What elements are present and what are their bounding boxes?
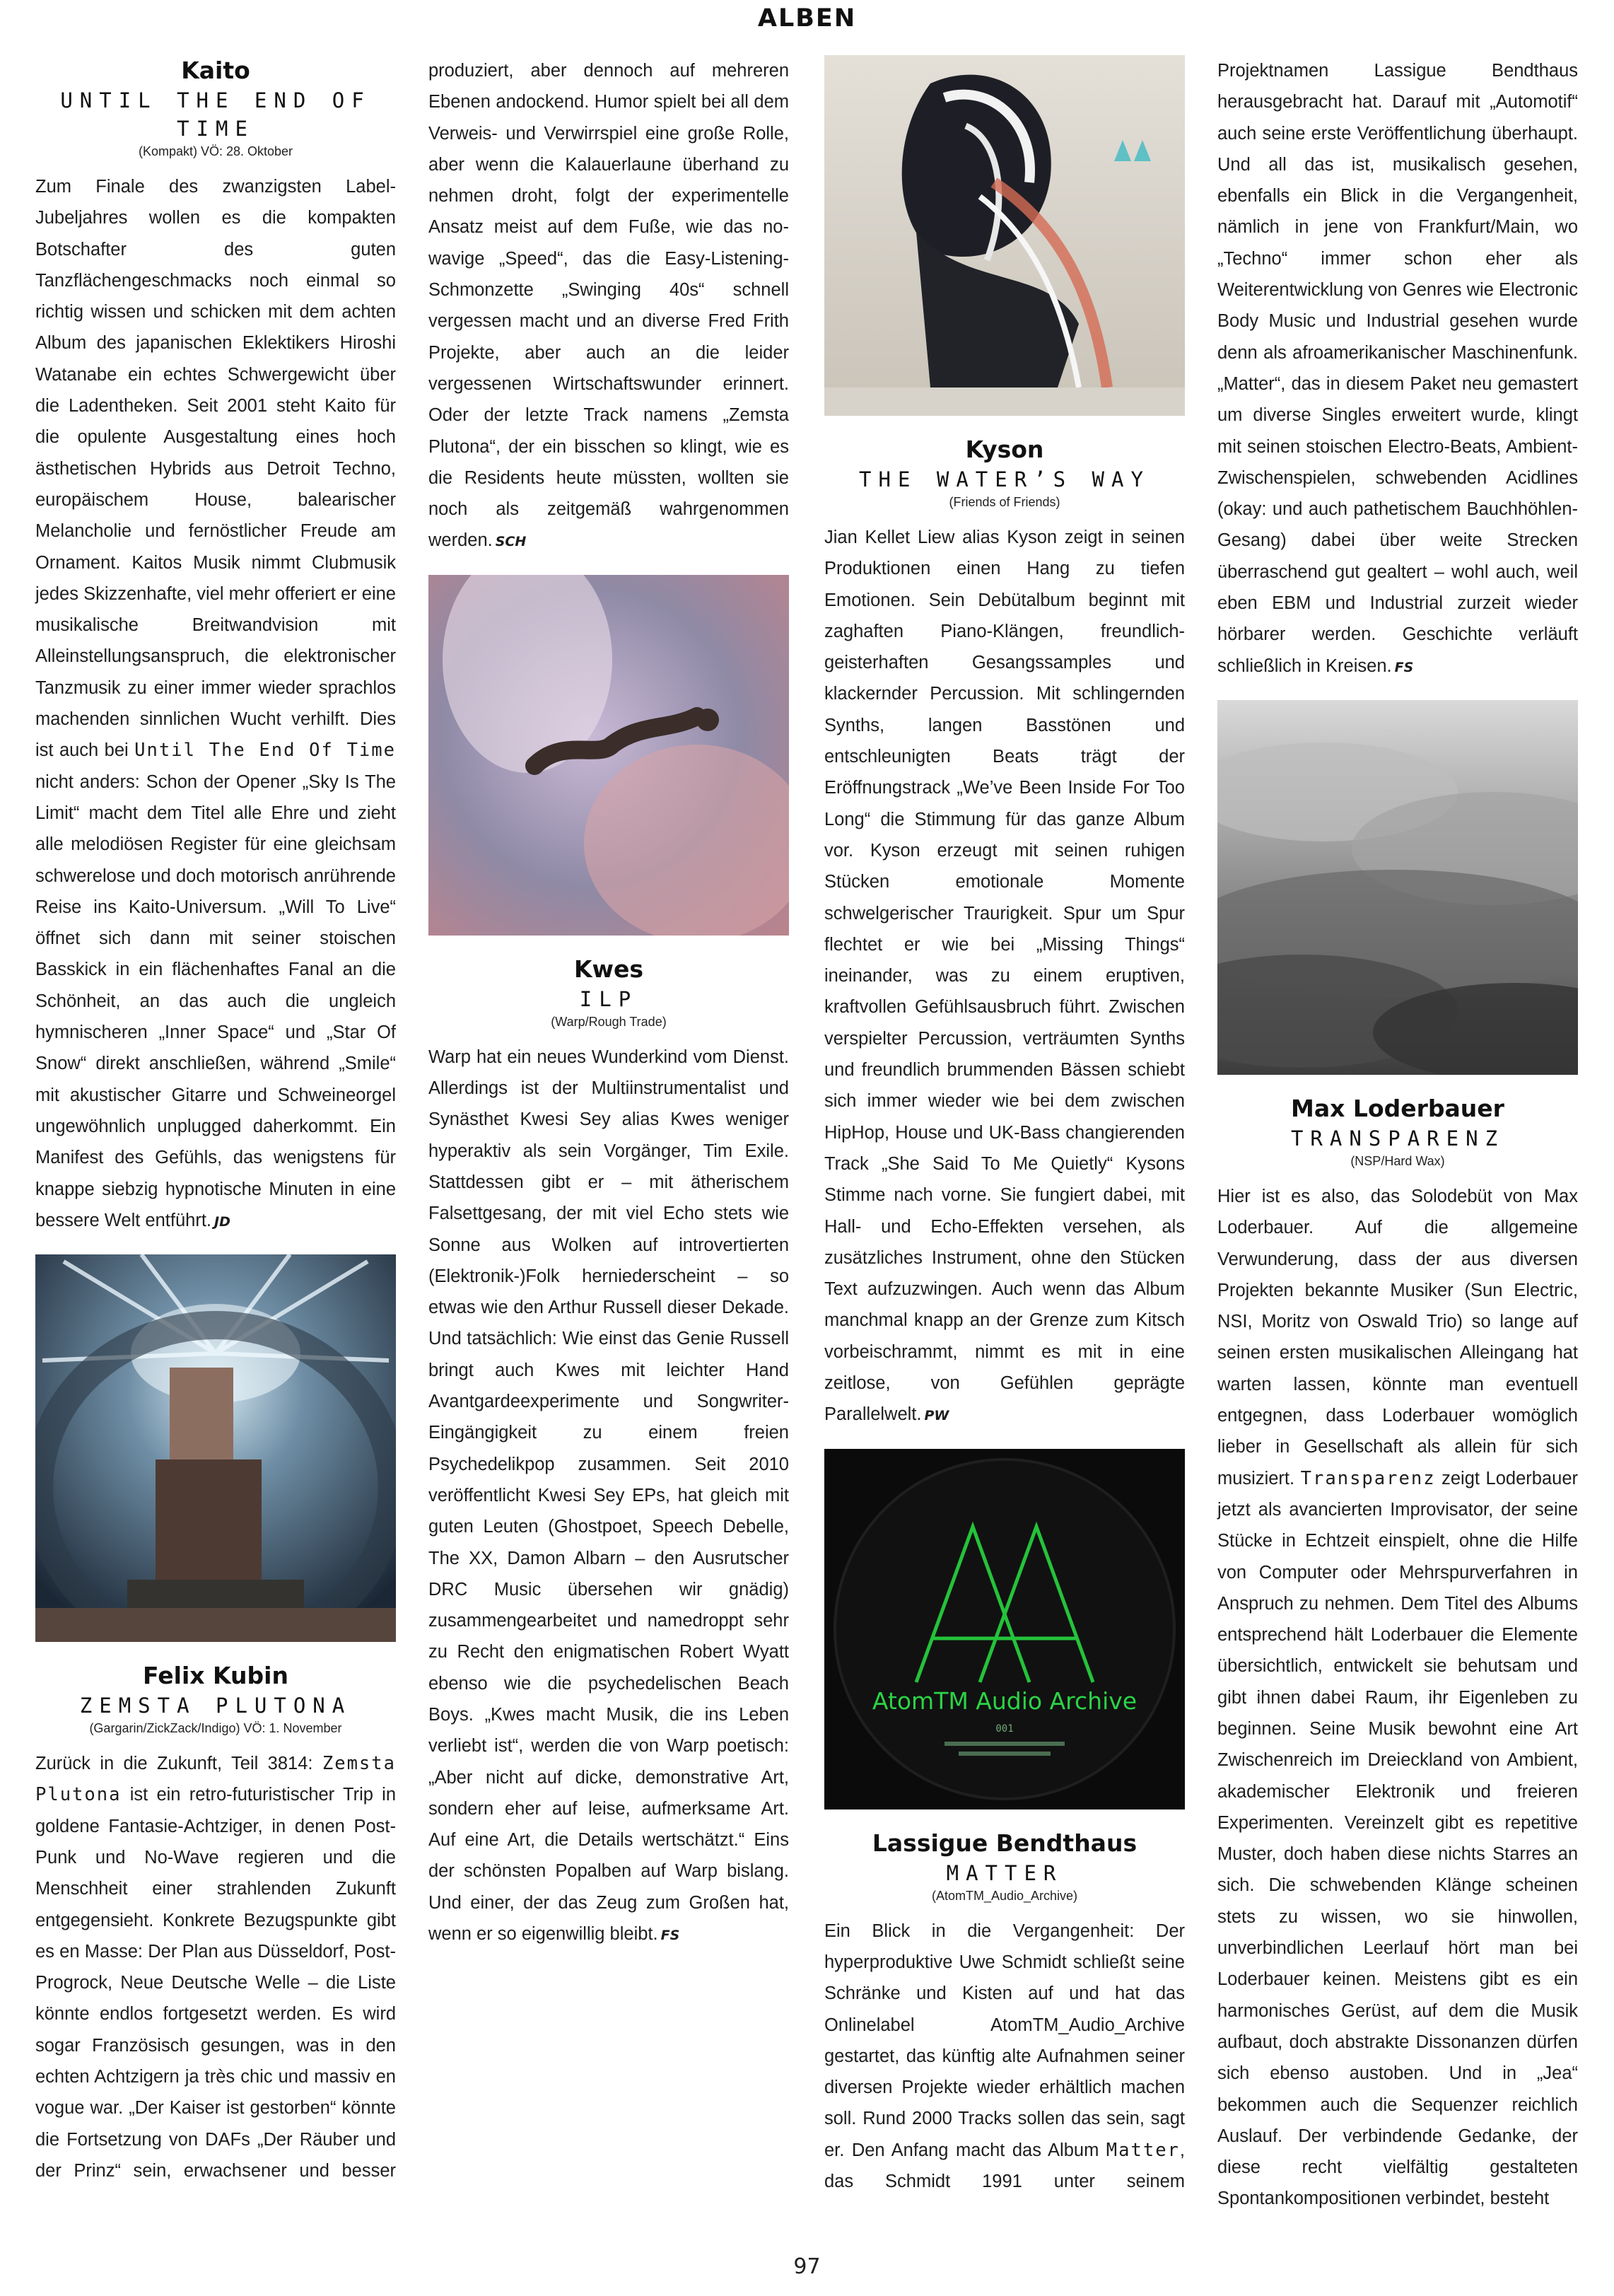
- cover-kyson: [824, 55, 1185, 416]
- author-signature: JD: [214, 1213, 230, 1230]
- author-signature: FS: [660, 1928, 680, 1944]
- label-info: (Gargarin/ZickZack/Indigo) VÖ: 1. November: [89, 1721, 342, 1736]
- review-text: Projektnamen Lassigue Bendthaus herausgebracht hat. Darauf mit „Automotif“ auch seine erste Veröffentlichung überhaupt. Und all das ist, musikalisch gesehen, ebenfalls ein Blick in die Vergangenheit, nämlich in jene von Frankfurt/Main, wo „Techno“ immer schon eher als Weiterentwicklung von Genres wie Electronic Body Music und Industrial gesehen wurde denn als afroamerikanischer Maschinenfunk. „Matter“, das in diesem Paket neu gemastert um diverse Singles erweitert wurde, klingt mit seinen stoischen Electro-Beats, Ambient-Zwischenspielen, schwebenden Acidlines (okay: und auch pathetischem Bauchhöhlen-Gesang) dabei über weite Strecken überraschend gut gealtert – wohl auch, weil eben EBM und Industrial zurzeit wieder hörbarer werden. Geschichte verläuft schließlich in Kreisen.: [1217, 61, 1578, 676]
- column-3: [824, 55, 1185, 2214]
- album-reference: Until The End Of Time: [134, 740, 396, 762]
- review-text: Hier ist es also, das Solodebüt von Max Loderbauer. Auf die allgemeine Verwunderung, dass der aus diversen Projekten bekannte Musiker (Sun Electric, NSI, Moritz von Oswald Trio) so lange auf seinen ersten musikalischen Alleingang hat warten lassen, könnte man eventuell entgegnen, dass Loderbauer womöglich lieber in Gesellschaft als allein für sich musiziert.: [1217, 1186, 1578, 1488]
- review-head-loderbauer: [1217, 1093, 1578, 1170]
- review-head-kyson: [824, 434, 1185, 511]
- review-text: Zurück in die Zukunft, Teil 3814:: [35, 1754, 322, 1774]
- cover-max-loderbauer: [1217, 700, 1578, 1075]
- review-text: Zum Finale des zwanzigsten Label-Jubeljahres wollen es die kompakten Botschafter des guten Tanzflächengeschmacks noch einmal so richtig wissen und schicken mit dem achten Album des japanischen Eklektikers Hiroshi Watanabe ein echtes Schwergewicht über die Ladentheken. Seit 2001 steht Kaito für die opulente Ausgestaltung eines hoch ästhetischen Hybrids aus Detroit Techno, europäischem House, balearischer Melancholie und fernöstlicher Freude am Ornament. Kaitos Musik nimmt Clubmusik jedes Skizzenhafte, viel mehr offeriert er eine musikalische Breitwandvision mit Alleinstellungsanspruch, die elektronischer Tanzmusik zu einer immer wieder sprachlos machenden sinnlichen Wucht verhilft. Dies ist auch bei: [35, 177, 396, 761]
- review-text: nicht anders: Schon der Opener „Sky Is The Limit“ macht dem Titel alle Ehre und zieht alle melodiösen Register für eine gleichsam schwerelose und doch motorisch anrührende Reise ins Kaito-Universum. „Will To Live“ öffnet sich dann mit seiner stoischen Basskick in ein flächenhaftes Fanal an die Schönheit, an das auch die ungleich hymnischeren „Inner Space“ und „Star Of Snow“ direkt anschließen, während „Smile“ mit akustischer Gitarre und Schweineorgel ungewöhnlich unplugged daherkommt. Ein Manifest des Gefühls, das wenigstens für knappe siebzig hypnotische Minuten in eine bessere Welt entführt.: [35, 771, 396, 1230]
- review-text-bendthaus-continued: [1217, 55, 1578, 683]
- review-text: produziert, aber dennoch auf mehreren Ebenen andockend. Humor spielt bei all dem Verweis- und Verwirrspiel eine große Rolle, aber wenn die Kalauerlaune überhand zu nehmen droht, folgt der experimentelle Ansatz meist auf dem Fuße, wie das no-wavige „Speed“, das die Easy-Listening-Schmonzette „Swinging 40s“ schnell vergessen macht und an diverse Fred Frith Projekte, aber auch an die leider vergessenen Wirtschaftswunder erinnert. Oder der letzte Track namens „Zemsta Plutona“, der ein bisschen so klingt, wie es die Residents heute müssten, wollten sie noch als zeitgemäß wahrgenommen werden.: [428, 61, 789, 551]
- review-text: Ein Blick in die Vergangenheit: Der hyperproduktive Uwe Schmidt schließt seine Schränke und Kisten auf und hat das Onlinelabel AtomTM_Audio_Archive gestartet, das künftig alte Aufnahmen seiner diversen Projekte wieder erhältlich machen soll. Rund 2000 Tracks sollen das sein, sagt er. Den Anfang macht das Album: [824, 1921, 1185, 2160]
- cover-felix-kubin: [35, 1254, 396, 1642]
- album-title: THE WATER’S WAY: [859, 467, 1150, 491]
- label-info: (NSP/Hard Wax): [1350, 1153, 1445, 1168]
- label-info: (Warp/Rough Trade): [551, 1014, 667, 1029]
- cover-title-text: AtomTM Audio Archive: [872, 1686, 1138, 1715]
- cover-kwes: [428, 575, 789, 936]
- author-signature: PW: [924, 1408, 949, 1424]
- label-info: (Friends of Friends): [949, 495, 1060, 509]
- review-text-kubin: [35, 1748, 396, 2186]
- review-text-kaito: [35, 171, 396, 1237]
- album-reference: Zemsta Plutona: [35, 1753, 396, 1806]
- column-4: [1217, 55, 1578, 2232]
- review-head-kaito: [35, 55, 396, 160]
- artist-name: Kyson: [965, 436, 1044, 463]
- label-info: (Kompakt) VÖ: 28. Oktober: [138, 144, 293, 158]
- page-number: 97: [793, 2254, 821, 2279]
- review-head-kwes: [428, 954, 789, 1030]
- review-text: zeigt Loderbauer jetzt als avancierten Improvisator, der seine Stücke in Echtzeit einspielt, ohne die Hilfe von Computer oder Mehrspurverfahren in Anspruch zu nehmen. Dem Titel des Albums entsprechend hält Loderbauer die Elemente übersichtlich, entwickelt sie behutsam und gibt ihnen dabei Raum, ihr Eigenleben zu beginnen. Seine Musik bewohnt eine Art Zwischenreich im Dreieckland von Ambient, akademischer Elektronik und freieren Experimenten. Vereinzelt gibt es repetitive Muster, doch haben diese nichts Starres an sich. Die schwebenden Klänge scheinen stets zu wissen, wo sie hinwollen, unverbindlichen Leerlauf hört man bei Loderbauer keinen. Meistens gibt es ein harmonisches Gerüst, auf dem die Musik aufbaut, doch abstrakte Dissonanzen dürfen sich ebenso austoben. Und in „Jea“ bekommen auch die Sequenzer reichlich Auslauf. Der verbindende Gedanke, der diese recht vielfältig gestalteten Spontankompositionen verbindet, besteht: [1217, 1468, 1578, 2209]
- review-text: Jian Kellet Liew alias Kyson zeigt in seinen Produktionen einen Hang zu tiefen Emotionen. Sein Debütalbum beginnt mit zaghaften Piano-Klängen, freundlich-geisterhaften Gesangssamples und klackernder Percussion. Mit schlingernden Synths, langen Basstönen und entschleunigten Beats trägt der Eröffnungstrack „We’ve Been Inside For Too Long“ die Stimmung für das ganze Album vor. Kyson erzeugt mit seinen ruhigen Stücken emotionale Momente schwelgerischer Traurigkeit. Spur um Spur flechtet er wie bei „Missing Things“ ineinander, was zu einem eruptiven, kraftvollen Gefühlsausbruch führt. Zwischen verspielter Percussion, verträumten Synths und freundlich brummenden Bässen schiebt sich immer wieder wie bei dem zwischen HipHop, House und UK-Bass changierenden Track „She Said To Me Quietly“ Kysons Stimme nach vorne. Sie fungiert dabei, mit Hall- und Echo-Effekten versehen, als zusätzliches Instrument, ohne den Stücken Text aufzuzwingen. Auch wenn das Album manchmal knapp an der Grenze zum Kitsch vorbeischrammt, nimmt es mit in eine zeitlose, von Gefühlen geprägte Parallelwelt.: [824, 528, 1185, 1425]
- artist-name: Felix Kubin: [143, 1662, 288, 1690]
- review-text-bendthaus: [824, 1916, 1185, 2198]
- artist-name: Max Loderbauer: [1291, 1094, 1504, 1122]
- review-text: Warp hat ein neues Wunderkind vom Dienst. Allerdings ist der Multiinstrumentalist und Synästhet Kwesi Sey alias Kwes weniger hyperaktiv als sein Vorgänger, Tim Exile. Stattdessen gibt er – mit ätherischem Falsettgesang, der mit viel Echo stets wie Sonne aus Wolken auf introvertierten (Elektronik-)Folk herniederscheint – so etwas wie den Arthur Russell dieser Dekade. Und tatsächlich: Wie einst das Genie Russell bringt auch Kwes mit leichter Hand Avantgardeexperimente und Songwriter-Eingängigkeit zu einem freien Psychedelikpop zusammen. Seit 2010 veröffentlicht Kwesi Sey EPs, hat gleich mit guten Leuten (Ghostpoet, Speech Debelle, The XX, Damon Albarn – den Ausrutscher DRC Music übersehen wir gnädig) zusammengearbeitet und namedroppt sehr zu Recht den enigmatischen Robert Wyatt ebenso wie die psychedelischen Beach Boys. „Kwes macht Musik, die ins Leben verliebt ist“, werden die von Warp poetisch: „Aber nicht auf dicke, demonstrative Art, sondern eher auf leise, aufmerksame Art. Auf eine Art, die Details wertschätzt.“ Eins der schönsten Popalben auf Warp bislang. Und einer, der das Zeug zum Großen hat, wenn er so eigenwillig bleibt.: [428, 1047, 789, 1945]
- album-title: ZEMSTA PLUTONA: [79, 1694, 352, 1718]
- review-head-kubin: [35, 1660, 396, 1737]
- artist-name: Lassigue Bendthaus: [872, 1829, 1138, 1857]
- column-1: [35, 55, 396, 2203]
- album-title: MATTER: [946, 1860, 1063, 1885]
- column-2: [428, 55, 789, 1968]
- continuation-kubin: [428, 55, 789, 558]
- album-title: TRANSPARENZ: [1290, 1126, 1505, 1150]
- album-reference: Transparenz: [1300, 1467, 1436, 1489]
- review-text: ist ein retro-futuristischer Trip in goldene Fantasie-Achtziger, in denen Post-Punk und No-Wave regieren und die Menschheit einer strahlenden Zukunft entgegensieht. Konkrete Bezugspunkte gibt es en Masse: Der Plan aus Düsseldorf, Post-Progrock, Neue Deutsche Welle – die Liste könnte endlos fortgesetzt werden. Es wird sogar Französisch gesungen, was in den echten Achtzigern ja très chic und massiv en vogue war. „Der Kaiser ist gestorben“ könnte die Fortsetzung von DAFs „Der Räuber und der Prinz“ sein, erwachsener und besser: [35, 1785, 396, 2181]
- review-text-kyson: [824, 522, 1185, 1432]
- author-signature: SCH: [495, 534, 527, 550]
- review-head-bendthaus: [824, 1828, 1185, 1904]
- continuation-bendthaus: [1217, 55, 1578, 683]
- album-title: UNTIL THE END OF TIME: [60, 88, 371, 141]
- review-text-kubin-continued: [428, 55, 789, 558]
- author-signature: FS: [1394, 659, 1414, 675]
- review-text: , das Schmidt 1991 unter seinem: [824, 2140, 1185, 2191]
- section-title: ALBEN: [757, 4, 857, 33]
- label-info: (AtomTM_Audio_Archive): [931, 1888, 1078, 1903]
- album-title: ILP: [579, 986, 638, 1011]
- review-text-kwes: [428, 1042, 789, 1952]
- cover-number-text: 001: [995, 1723, 1014, 1735]
- review-text-loderbauer: [1217, 1181, 1578, 2215]
- album-reference: Matter: [1106, 2139, 1180, 2161]
- artist-name: Kaito: [181, 57, 250, 84]
- cover-lassigue-bendthaus: [824, 1449, 1185, 1810]
- artist-name: Kwes: [573, 955, 644, 983]
